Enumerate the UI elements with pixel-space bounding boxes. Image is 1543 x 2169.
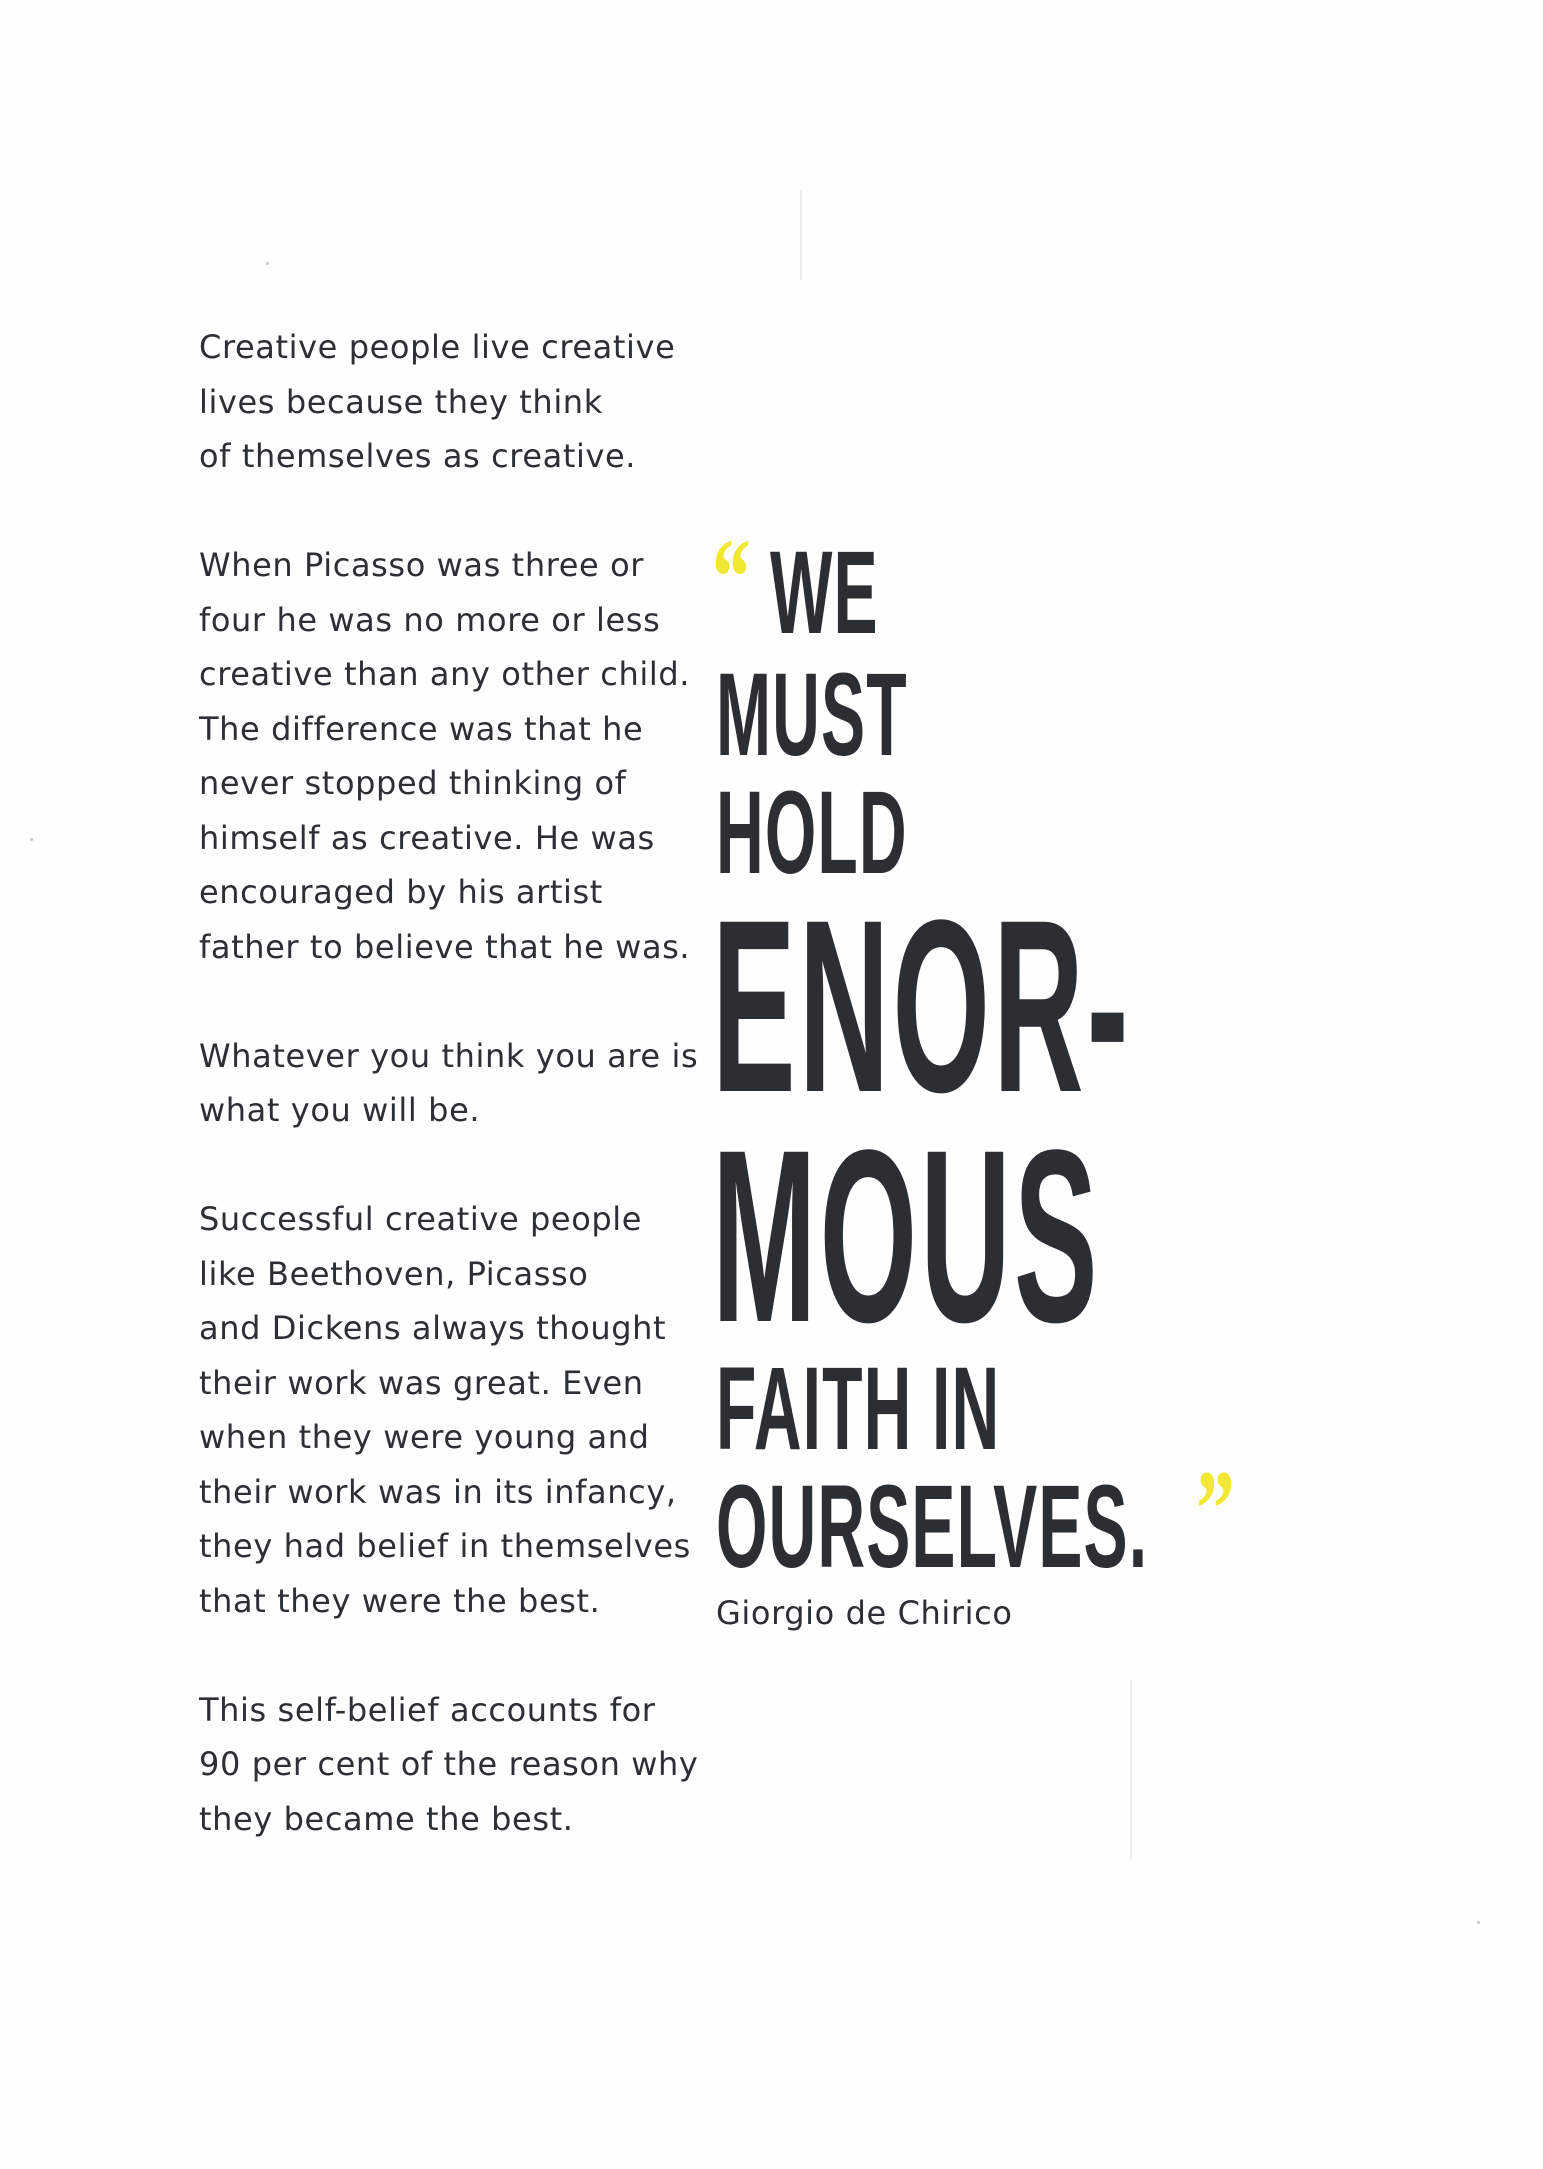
scan-speck — [30, 838, 33, 841]
paragraph-picasso: When Picasso was three or four he was no more or less creative than any other child. The difference was that he never stopped thinking of himself as creative. He was encouraged by his artist father to believe that he was. — [199, 546, 691, 966]
paragraph-creative-people: Creative people live creative lives because they think of themselves as creative. — [199, 328, 676, 475]
scan-crease — [1130, 1680, 1132, 1860]
paragraph-self-belief: This self-belief accounts for 90 per cent of the reason why they became the best. — [199, 1690, 699, 1838]
quote-line-enor: ENOR- — [712, 869, 1132, 1144]
open-quote-mark: “ — [712, 516, 751, 638]
quote-line-faith-in: FAITH IN — [716, 1343, 1001, 1475]
scan-speck — [1477, 1921, 1480, 1924]
quote-line-mous: MOUS — [712, 1099, 1101, 1374]
quote-line-hold: HOLD — [716, 767, 908, 899]
quote-line-we: WE — [770, 527, 879, 659]
scan-speck — [266, 262, 269, 265]
quote-line-ourselves: OURSELVES. — [716, 1461, 1149, 1593]
scan-crease — [800, 190, 802, 280]
paragraph-successful-creative-people: Successful creative people like Beethoven, Picasso and Dickens always thought their work was great. Even when they were young and their work was in its infancy, they had belief in themselves that they were the best. — [199, 1200, 691, 1620]
quote-line-must: MUST — [716, 649, 908, 781]
quote-attribution: Giorgio de Chirico — [716, 1594, 1013, 1632]
close-quote-mark: ” — [1196, 1448, 1235, 1570]
body-text-column — [199, 320, 719, 1901]
paragraph-whatever-you-think: Whatever you think you are is what you will be. — [199, 1036, 699, 1129]
